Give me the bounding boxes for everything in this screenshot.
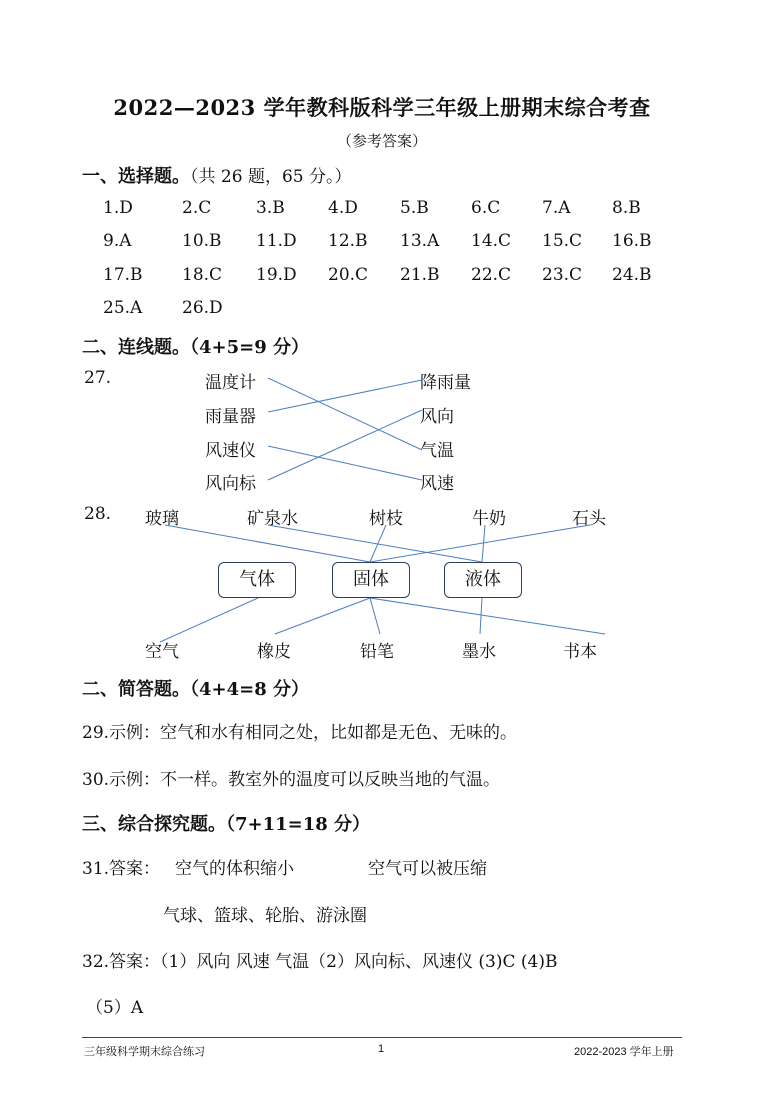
page-title: 2022—2023 学年教科版科学三年级上册期末综合考查 (113, 95, 651, 120)
q31-part2: 空气可以被压缩 (368, 859, 487, 879)
q27-right-4: 风速 (420, 474, 454, 494)
q28-bottom-2: 橡皮 (257, 642, 291, 662)
choice-answer: 7.A (542, 198, 571, 218)
q27-left-1: 温度计 (205, 373, 256, 393)
q32-answer-line2: （5）A (86, 998, 144, 1018)
q27-left-2: 雨量器 (205, 407, 256, 427)
q28-line-mineralwater-liquid (268, 525, 482, 562)
choice-answer: 25.A (103, 298, 143, 318)
q27-left-3: 风速仪 (205, 441, 256, 461)
q29-answer: 29.示例：空气和水有相同之处，比如都是无色、无味的。 (82, 723, 518, 743)
q27-right-2: 风向 (420, 407, 454, 427)
q27-right-3: 气温 (420, 441, 454, 461)
q28-top-2: 矿泉水 (247, 509, 298, 529)
q28-line-glass-solid (165, 525, 370, 562)
q27-line-windvane-winddirection (268, 410, 422, 480)
q28-top-3: 树枝 (369, 509, 403, 529)
q28-bottom-1: 空气 (145, 642, 179, 662)
state-box-gas: 气体 (218, 562, 296, 598)
choice-answer: 8.B (612, 198, 641, 218)
choice-answer: 3.B (256, 198, 285, 218)
choice-answer: 21.B (400, 265, 440, 285)
choice-answer: 11.D (256, 231, 297, 251)
section-matching-title: 二、连线题。（4+5=9 分） (82, 337, 310, 358)
q28-number: 28. (84, 504, 112, 524)
section-choice-title: 一、选择题。 (82, 166, 190, 187)
section-choice-note: （共 26 题，65 分。） (190, 167, 352, 187)
q28-line-solid-book (370, 598, 605, 634)
q27-line-anemometer-windspeed (268, 446, 422, 480)
choice-answer: 15.C (542, 231, 583, 251)
q28-line-stone-solid (370, 525, 590, 562)
footer-left: 三年级科学期末综合练习 (84, 1046, 205, 1058)
q28-line-gas-air (160, 598, 258, 642)
q27-line-raingauge-rainfall (268, 380, 422, 412)
choice-answer: 10.B (182, 231, 222, 251)
page-subtitle: （参考答案） (336, 132, 427, 150)
q32-answer-line1: 32.答案：（1）风向 风速 气温（2）风向标、风速仪 (3)C (4)B (82, 952, 558, 972)
q30-answer: 30.示例：不一样。教室外的温度可以反映当地的气温。 (82, 770, 501, 790)
choice-answer: 4.D (328, 198, 358, 218)
choice-answer: 26.D (182, 298, 223, 318)
choice-answer: 18.C (182, 265, 223, 285)
q28-bottom-5: 书本 (563, 642, 597, 662)
choice-answer: 5.B (400, 198, 429, 218)
choice-answer: 16.B (612, 231, 652, 251)
q28-line-liquid-ink (480, 598, 482, 634)
state-box-solid: 固体 (332, 562, 410, 598)
choice-answer: 9.A (103, 231, 132, 251)
q27-number: 27. (84, 368, 112, 388)
q28-bottom-4: 墨水 (462, 642, 496, 662)
choice-answer: 17.B (103, 265, 143, 285)
q28-line-solid-eraser (275, 598, 370, 634)
choice-answer: 2.C (182, 198, 212, 218)
footer-right: 2022-2023 学年上册 (574, 1046, 674, 1058)
footer-rule (82, 1037, 682, 1038)
footer-page-number: 1 (378, 1043, 385, 1055)
section-inquiry-title: 三、综合探究题。（7+11=18 分） (82, 814, 371, 835)
choice-answer: 19.D (256, 265, 297, 285)
q28-top-1: 玻璃 (145, 509, 179, 529)
section-short-title: 二、简答题。（4+4=8 分） (82, 679, 310, 700)
q27-right-1: 降雨量 (420, 373, 471, 393)
q27-line-thermometer-temperature (268, 378, 422, 450)
q31-part1: 空气的体积缩小 (175, 859, 294, 879)
choice-answer: 12.B (328, 231, 368, 251)
q27-left-4: 风向标 (205, 474, 256, 494)
q31-examples: 气球、篮球、轮胎、游泳圈 (163, 906, 367, 926)
state-box-liquid: 液体 (444, 562, 522, 598)
choice-answer: 24.B (612, 265, 652, 285)
q28-line-solid-pencil (370, 598, 380, 634)
q31-prefix: 31.答案： (82, 859, 161, 879)
choice-answer: 20.C (328, 265, 369, 285)
choice-answer: 13.A (400, 231, 440, 251)
choice-answer: 23.C (542, 265, 583, 285)
q28-top-4: 牛奶 (472, 509, 506, 529)
q28-bottom-3: 铅笔 (360, 642, 394, 662)
q28-top-5: 石头 (572, 509, 606, 529)
choice-answer: 1.D (103, 198, 133, 218)
choice-answer: 14.C (471, 231, 512, 251)
choice-answer: 22.C (471, 265, 512, 285)
choice-answer: 6.C (471, 198, 501, 218)
